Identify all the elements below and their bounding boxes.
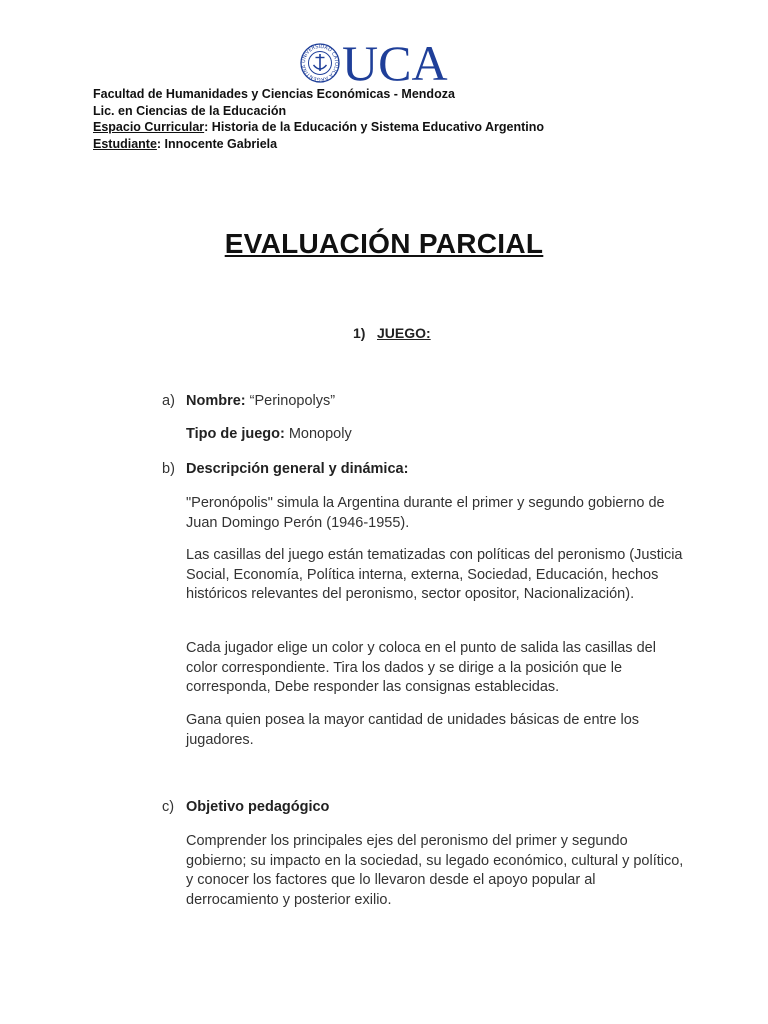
document-header [93,86,544,152]
student-line [93,136,544,153]
university-seal-icon [300,43,340,83]
name-line [186,392,686,412]
name-label: Nombre: [186,393,246,409]
seal-text: UNIVERSIDAD CATÓLICA ARGENTINA [300,43,340,83]
degree-line: Lic. en Ciencias de la Educación [93,103,287,118]
course-line [93,119,544,136]
list-marker-b: b) [162,461,175,477]
course-value: : Historia de la Educación y Sistema Educativo Argentino [204,120,545,134]
name-value: “Perinopolys” [245,393,336,409]
student-label: Estudiante [93,136,157,151]
description-heading: Descripción general y dinámica: [186,461,409,477]
list-marker-c: c) [162,799,175,815]
objective-heading: Objetivo pedagógico [186,799,330,815]
logo-wordmark: UCA [342,35,448,91]
list-marker-a: a) [162,393,175,409]
type-label: Tipo de juego: [186,426,285,442]
description-paragraph-1: "Peronópolis" simula la Argentina durante el primer y segundo gobierno de Juan Domingo Perón (1946-1955). [186,495,665,531]
course-label: Espacio Curricular [93,120,205,134]
type-value: Monopoly [284,426,352,442]
section-label: JUEGO: [377,325,431,341]
uca-logo [300,35,448,91]
description-paragraph-4: Gana quien posea la mayor cantidad de unidades básicas de entre los jugadores. [186,712,640,748]
description-paragraph-3: Cada jugador elige un color y coloca en el punto de salida las casillas del color correspondiente. Tira los dados y se dirige a la posición que le corresponda, Debe responder las consignas establecidas. [186,640,656,695]
objective-paragraph: Comprender los principales ejes del peronismo del primer y segundo gobierno; su impacto en la sociedad, su legado económico, cultural y político, y conocer los factores que lo llevaron desde el apoyo popular al derrocamiento y posterior exilio. [186,833,684,908]
student-value: : Innocente Gabriela [156,136,278,151]
type-line [186,425,686,445]
section-number: 1) [353,325,366,341]
faculty-line: Facultad de Humanidades y Ciencias Económicas - Mendoza [93,87,455,101]
section-heading [353,325,431,341]
page-title: EVALUACIÓN PARCIAL [224,228,544,259]
description-paragraph-2: Las casillas del juego están tematizadas con políticas del peronismo (Justicia Social, Economía, Política interna, externa, Sociedad, Educación, hechos históricos relevantes del peronismo, sector opositor, Nacionalización). [186,547,683,602]
